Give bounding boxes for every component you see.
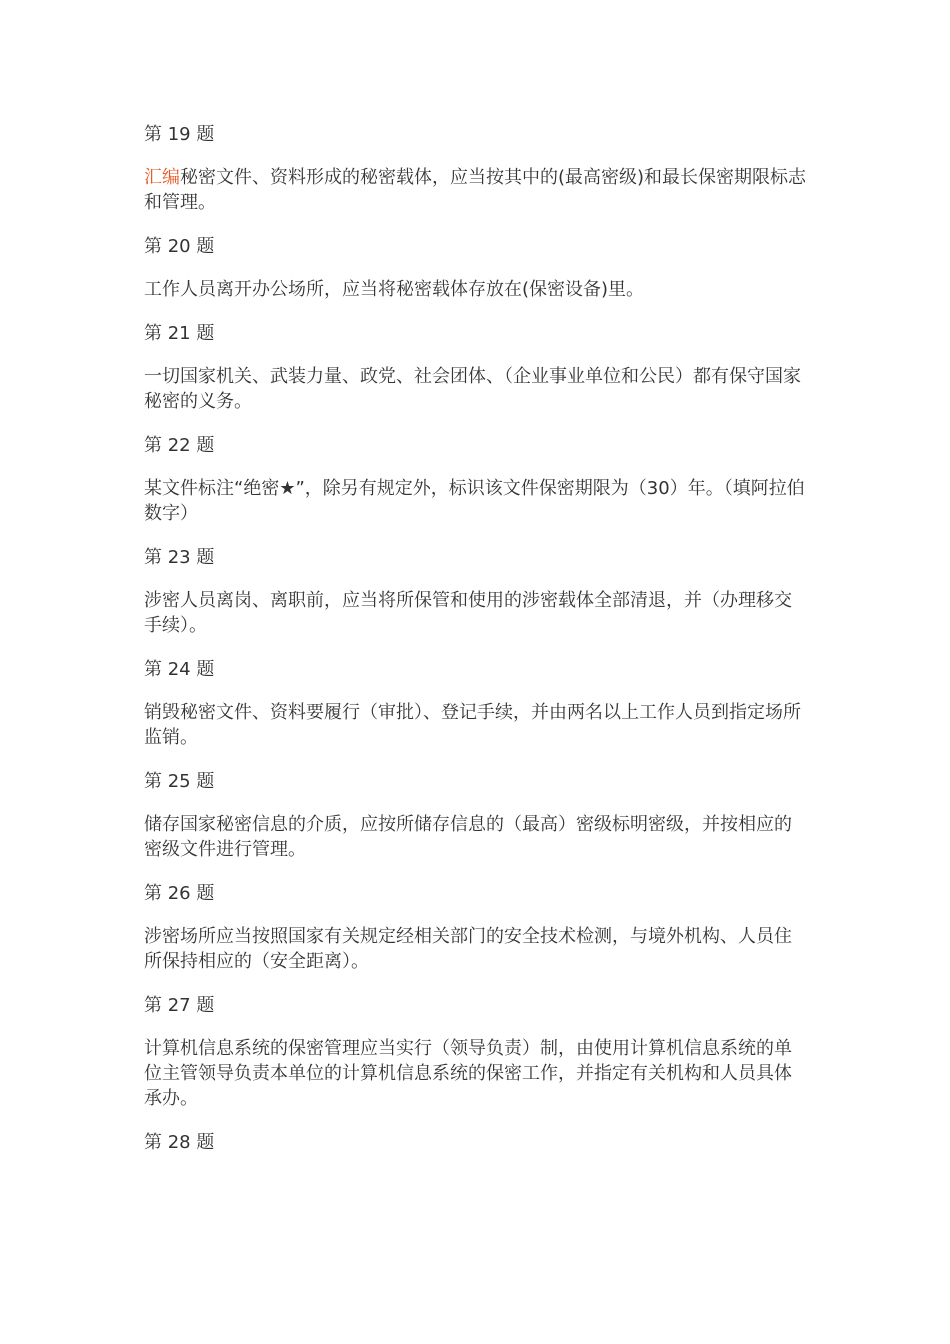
question-title: 第 24 题 (144, 659, 215, 680)
question-text: 销毁秘密文件、资料要履行（审批）、登记手续，并由两名以上工作人员到指定场所监销。 (144, 702, 801, 748)
question-text: 储存国家秘密信息的介质，应按所储存信息的（最高）密级标明密级，并按相应的密级文件进行管理。 (144, 814, 792, 860)
question-text: 计算机信息系统的保密管理应当实行（领导负责）制，由使用计算机信息系统的单位主管领导负责本单位的计算机信息系统的保密工作，并指定有关机构和人员具体承办。 (144, 1038, 792, 1109)
question-text: 工作人员离开办公场所，应当将秘密载体存放在(保密设备)里。 (144, 279, 645, 300)
question-text: 某文件标注“绝密★”，除另有规定外，标识该文件保密期限为（30）年。（填阿拉伯数字） (144, 478, 805, 524)
question-title: 第 28 题 (144, 1132, 215, 1153)
question-text: 一切国家机关、武装力量、政党、社会团体、（企业事业单位和公民）都有保守国家秘密的义务。 (144, 366, 801, 412)
question-text: 涉密场所应当按照国家有关规定经相关部门的安全技术检测，与境外机构、人员住所保持相应的（安全距离）。 (144, 926, 792, 972)
question-text (144, 165, 808, 215)
question-title: 第 25 题 (144, 771, 215, 792)
question-title: 第 27 题 (144, 995, 215, 1016)
question-title: 第 19 题 (144, 124, 215, 145)
question-text-body: 秘密文件、资料形成的秘密载体，应当按其中的(最高密级)和最长保密期限标志和管理。 (144, 167, 807, 213)
question-title: 第 23 题 (144, 547, 215, 568)
question-title: 第 21 题 (144, 323, 215, 344)
question-text: 涉密人员离岗、离职前，应当将所保管和使用的涉密载体全部清退，并（办理移交手续）。 (144, 590, 792, 636)
question-title: 第 26 题 (144, 883, 215, 904)
document-page (144, 122, 808, 1156)
question-title: 第 22 题 (144, 435, 215, 456)
highlighted-link-text[interactable]: 汇编 (144, 167, 180, 188)
question-title: 第 20 题 (144, 236, 215, 257)
